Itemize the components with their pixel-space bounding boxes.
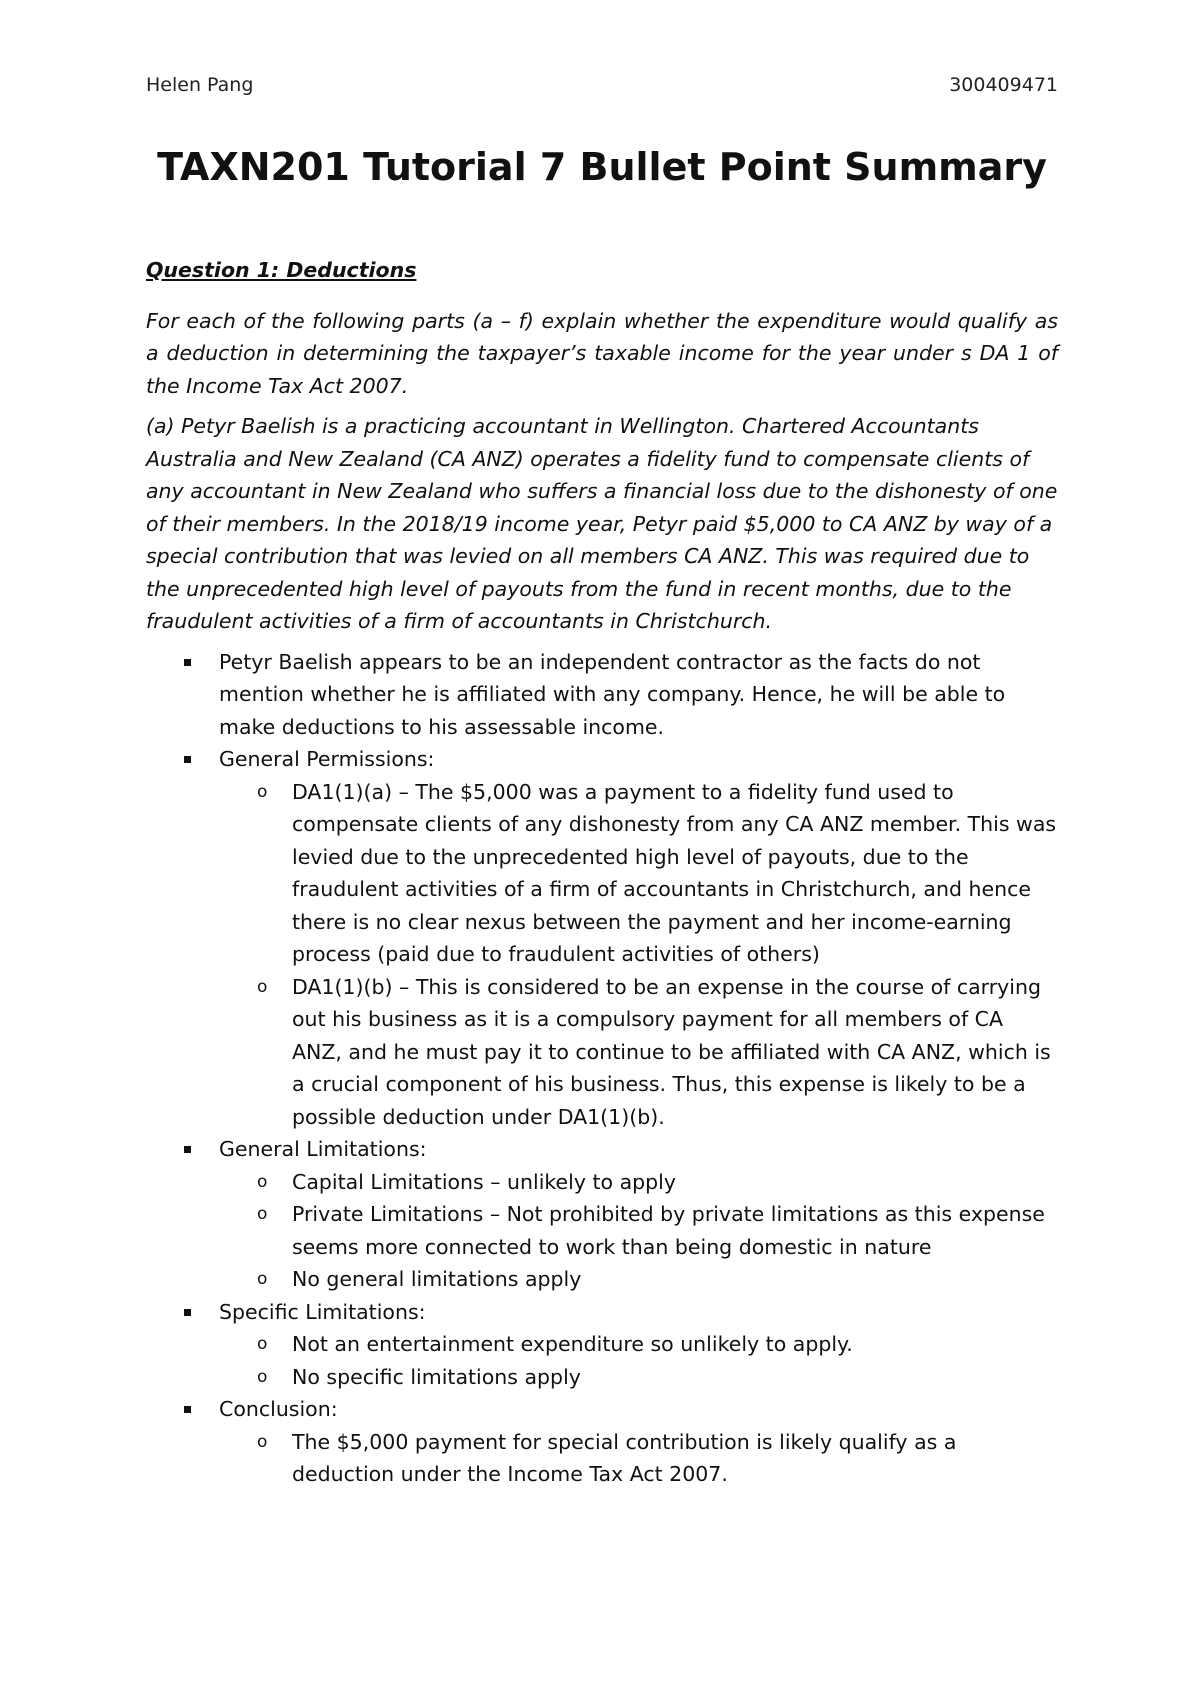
sub-bullet-text: No general limitations apply [292,1267,582,1291]
sub-bullet-item [219,1263,1058,1296]
bullet-text: General Limitations: [219,1137,427,1161]
student-id: 300409471 [949,74,1058,96]
question-scenario: (a) Petyr Baelish is a practicing accountant in Wellington. Chartered Accountants Australia and New Zealand (CA ANZ) operates a fidelity fund to compensate clients of any accountant in New Zealand who suffers a financial loss due to the dishonesty of one of their members. In the 2018/19 income year, Petyr paid $5,000 to CA ANZ by way of a special contribution that was levied on all members CA ANZ. This was required due to the unprecedented high level of payouts from the fund in recent months, due to the fraudulent activities of a firm of accountants in Christchurch. [146,414,1058,633]
square-bullet-icon [184,1309,191,1316]
bullet-item [146,646,1058,744]
sub-bullet-text: No specific limitations apply [292,1364,581,1389]
question-intro: For each of the following parts (a – f) explain whether the expenditure would qualify as a deduction in determining the taxpayer’s taxable income for the year under s DA 1 of the Income Tax Act 2007. [146,308,1058,398]
sub-bullet-text: DA1(1)(b) – This is considered to be an expense in the course of carrying out his business as it is a compulsory payment for all members of CA ANZ, and he must pay it to continue to be affiliated with CA ANZ, which is a crucial component of his business. Thus, this expense is likely to be a possible deduction under DA1(1)(b). [292,974,1051,1129]
sub-bullet-item [219,1328,1058,1361]
square-bullet-icon [184,756,191,763]
sub-bullet-text: Private Limitations – Not prohibited by private limitations as this expense seems more connected to work than being domestic in nature [292,1202,1045,1259]
question-heading: Question 1: Deductions [146,258,417,282]
author-name: Helen Pang [146,74,254,96]
sub-bullet-text: Capital Limitations – unlikely to apply [292,1169,676,1194]
circle-bullet-icon: o [257,781,268,802]
sub-bullet-item [219,1166,1058,1199]
sub-bullet-text: DA1(1)(a) – The $5,000 was a payment to a fidelity fund used to compensate clients of any dishonesty from any CA ANZ member. This was levied due to the unprecedented high level of payouts, due to the fraudulent activities of a firm of accountants in Christchurch, and hence there is no clear nexus between the payment and her income-earning process (paid due to fraudulent activities of others) [292,779,1057,966]
square-bullet-icon [184,1146,191,1153]
circle-bullet-icon: o [257,1171,268,1192]
bullet-item [146,1133,1058,1296]
circle-bullet-icon: o [257,976,268,997]
sub-bullet-list [219,1328,1058,1393]
circle-bullet-icon: o [257,1334,268,1354]
sub-bullet-text: The $5,000 payment for special contribution is likely qualify as a deduction under the Income Tax Act 2007. [292,1429,957,1486]
bullet-item [146,1296,1058,1394]
document-body [146,254,1058,1491]
summary-bullet-list [146,646,1058,1491]
sub-bullet-item [219,1426,1058,1491]
square-bullet-icon [184,659,191,666]
sub-bullet-item [219,776,1058,971]
sub-bullet-item [219,971,1058,1134]
sub-bullet-list [219,1166,1058,1296]
bullet-text: Conclusion: [219,1397,338,1421]
sub-bullet-text: Not an entertainment expenditure so unlikely to apply. [292,1332,853,1356]
bullet-text: Specific Limitations: [219,1299,426,1324]
bullet-text: General Permissions: [219,747,435,771]
sub-bullet-list [219,1426,1058,1491]
circle-bullet-icon: o [257,1269,268,1289]
bullet-item [146,743,1058,1133]
bullet-item [146,1393,1058,1491]
circle-bullet-icon: o [257,1431,268,1452]
bullet-text: Petyr Baelish appears to be an independent contractor as the facts do not mention whether he is affiliated with any company. Hence, he will be able to make deductions to his assessable income. [219,649,1006,739]
sub-bullet-list [219,776,1058,1134]
circle-bullet-icon: o [257,1366,268,1387]
square-bullet-icon [184,1406,191,1413]
sub-bullet-item [219,1198,1058,1263]
circle-bullet-icon: o [257,1204,268,1224]
document-title: TAXN201 Tutorial 7 Bullet Point Summary [157,145,1047,189]
sub-bullet-item [219,1361,1058,1394]
